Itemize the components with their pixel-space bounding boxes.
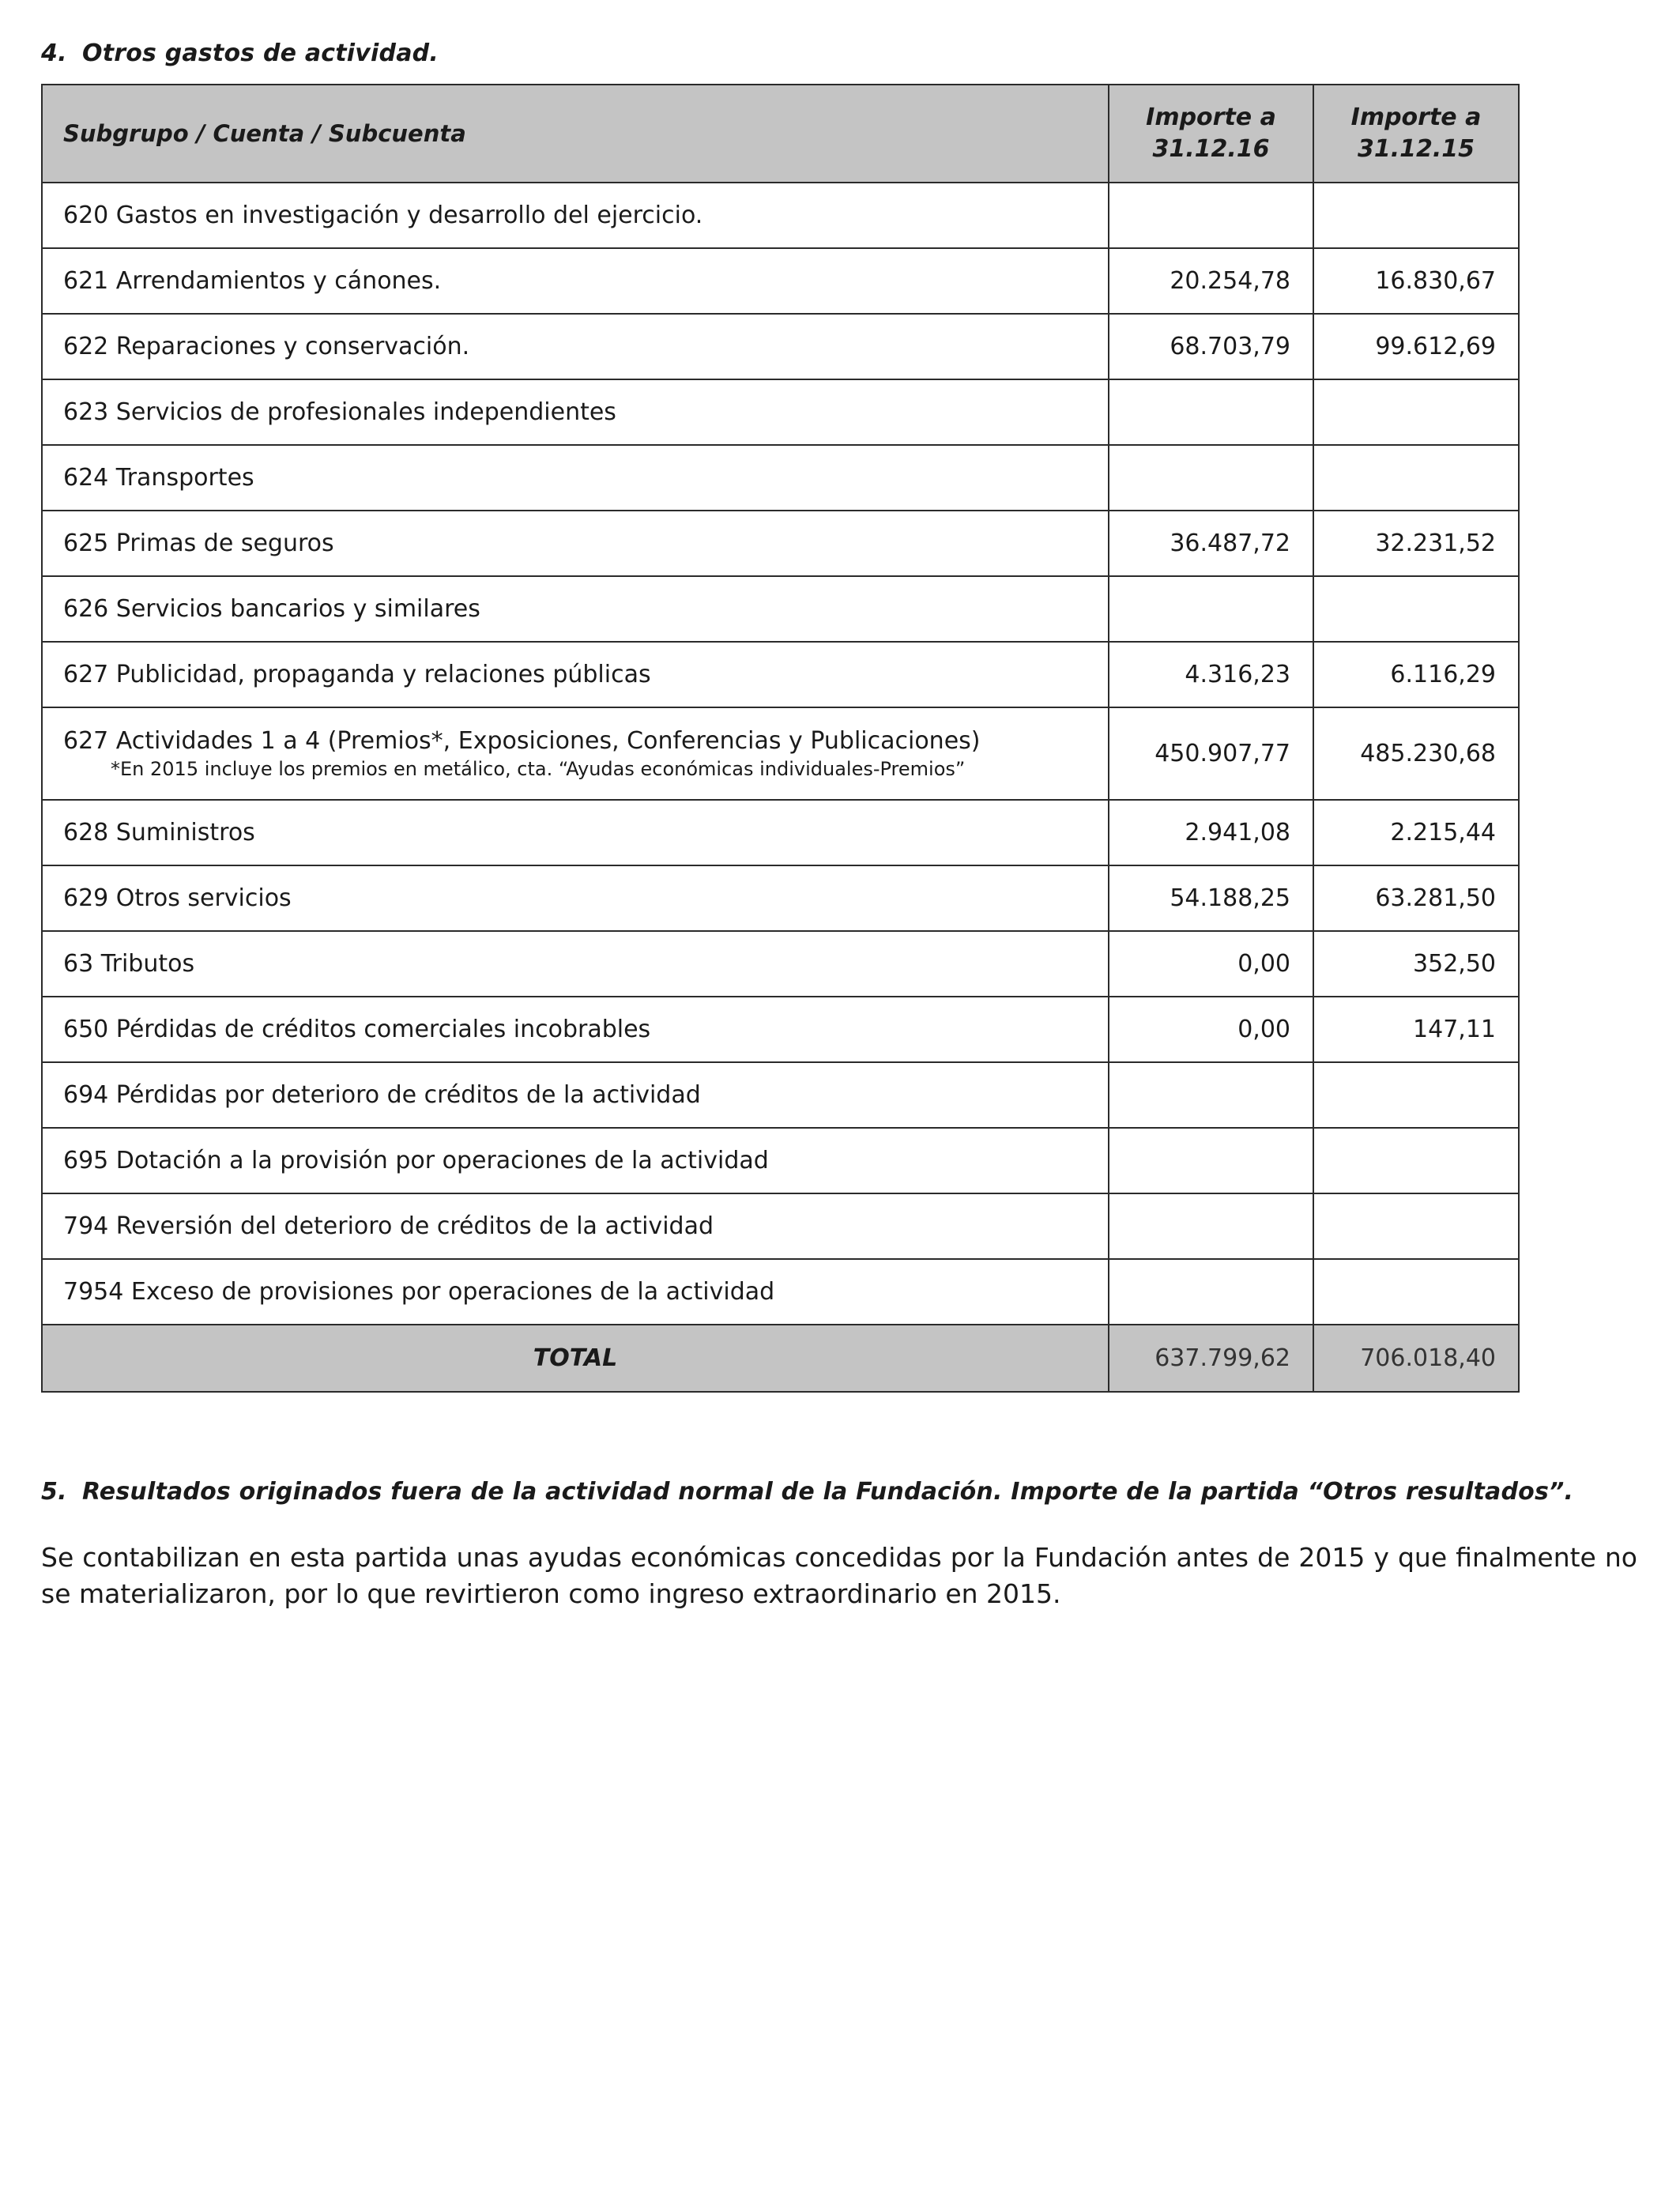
header-account: Subgrupo / Cuenta / Subcuenta	[42, 85, 1109, 183]
row-amount-2015: 6.116,29	[1313, 642, 1519, 707]
section-5-paragraph: Se contabilizan en esta partida unas ayudas económicas concedidas por la Fundación antes de 2015 y que finalmente no se materializaron, por lo que revirtieron como ingreso extraordinario en 2015.	[41, 1542, 1637, 1609]
table-row	[42, 576, 1519, 642]
total-amount-2015: 706.018,40	[1313, 1325, 1519, 1392]
row-account-label	[42, 379, 1109, 445]
table-row	[42, 445, 1519, 511]
table-row	[42, 997, 1519, 1062]
row-amount-2016	[1109, 445, 1313, 511]
row-amount-2015	[1313, 1062, 1519, 1128]
row-account-label	[42, 511, 1109, 576]
row-account-text: 629 Otros servicios	[63, 884, 292, 912]
row-account-label	[42, 183, 1109, 248]
row-amount-2015	[1313, 379, 1519, 445]
row-account-label	[42, 865, 1109, 931]
row-account-label	[42, 997, 1109, 1062]
row-account-text: 650 Pérdidas de créditos comerciales incobrables	[63, 1016, 651, 1043]
table-row	[42, 379, 1519, 445]
row-account-text: 7954 Exceso de provisiones por operaciones de la actividad	[63, 1278, 775, 1306]
table-row	[42, 183, 1519, 248]
row-account-text: 627 Publicidad, propaganda y relaciones públicas	[63, 661, 651, 688]
row-amount-2016: 2.941,08	[1109, 800, 1313, 865]
row-amount-2015	[1313, 576, 1519, 642]
row-account-text: 623 Servicios de profesionales independientes	[63, 398, 616, 426]
total-amount-2016: 637.799,62	[1109, 1325, 1313, 1392]
row-account-text: 794 Reversión del deterioro de créditos de la actividad	[63, 1212, 714, 1240]
row-amount-2016	[1109, 576, 1313, 642]
row-account-label	[42, 445, 1109, 511]
row-account-label	[42, 1128, 1109, 1193]
table-body	[42, 183, 1519, 1325]
table-row	[42, 642, 1519, 707]
row-amount-2015	[1313, 183, 1519, 248]
row-account-label	[42, 1259, 1109, 1325]
row-account-label	[42, 314, 1109, 379]
row-account-label	[42, 642, 1109, 707]
expenses-table	[41, 84, 1520, 1393]
row-amount-2015	[1313, 1128, 1519, 1193]
table-row	[42, 511, 1519, 576]
header-amount-2015	[1313, 85, 1519, 183]
row-account-text: 628 Suministros	[63, 819, 255, 846]
row-account-label	[42, 1062, 1109, 1128]
row-amount-2016: 450.907,77	[1109, 707, 1313, 800]
row-amount-2015	[1313, 445, 1519, 511]
row-account-text: 695 Dotación a la provisión por operaciones de la actividad	[63, 1147, 769, 1174]
header-amount-2016-line2: 31.12.16	[1152, 135, 1270, 163]
row-account-label	[42, 707, 1109, 800]
table-row	[42, 1193, 1519, 1259]
row-account-text: 622 Reparaciones y conservación.	[63, 333, 470, 360]
table-row	[42, 1259, 1519, 1325]
row-amount-2016	[1109, 183, 1313, 248]
row-amount-2015: 352,50	[1313, 931, 1519, 997]
section-4-number: 4.	[41, 40, 67, 67]
header-amount-2016-line1: Importe a	[1146, 104, 1276, 131]
table-row	[42, 800, 1519, 865]
row-account-label	[42, 1193, 1109, 1259]
row-amount-2016	[1109, 1193, 1313, 1259]
section-5-title: Resultados originados fuera de la actividad normal de la Fundación. Importe de la partida “Otros resultados”.	[82, 1478, 1574, 1506]
row-account-text: 620 Gastos en investigación y desarrollo del ejercicio.	[63, 202, 703, 229]
row-amount-2015: 485.230,68	[1313, 707, 1519, 800]
section-4-heading	[41, 40, 439, 67]
row-amount-2015: 63.281,50	[1313, 865, 1519, 931]
row-amount-2016: 0,00	[1109, 997, 1313, 1062]
row-amount-2015: 99.612,69	[1313, 314, 1519, 379]
table-header-row	[42, 85, 1519, 183]
table-row	[42, 931, 1519, 997]
row-account-label	[42, 576, 1109, 642]
header-amount-2016	[1109, 85, 1313, 183]
row-amount-2015: 2.215,44	[1313, 800, 1519, 865]
row-amount-2016: 20.254,78	[1109, 248, 1313, 314]
row-amount-2016: 36.487,72	[1109, 511, 1313, 576]
total-row	[42, 1325, 1519, 1392]
table-row	[42, 248, 1519, 314]
table-row	[42, 865, 1519, 931]
row-amount-2015: 32.231,52	[1313, 511, 1519, 576]
row-amount-2016: 4.316,23	[1109, 642, 1313, 707]
row-amount-2016: 54.188,25	[1109, 865, 1313, 931]
table-row	[42, 1128, 1519, 1193]
row-account-text: 694 Pérdidas por deterioro de créditos de la actividad	[63, 1081, 701, 1109]
table-row	[42, 314, 1519, 379]
row-account-label	[42, 248, 1109, 314]
row-amount-2016: 0,00	[1109, 931, 1313, 997]
header-amount-2015-line1: Importe a	[1350, 104, 1482, 131]
table-row	[42, 707, 1519, 800]
row-account-text: 627 Actividades 1 a 4 (Premios*, Exposiciones, Conferencias y Publicaciones)	[63, 727, 981, 755]
row-account-text: 626 Servicios bancarios y similares	[63, 595, 480, 623]
row-account-text: 621 Arrendamientos y cánones.	[63, 267, 442, 295]
row-account-text: 624 Transportes	[63, 464, 254, 492]
row-footnote: *En 2015 incluye los premios en metálico, cta. “Ayudas económicas individuales-Premios”	[111, 758, 966, 780]
row-account-text: 625 Primas de seguros	[63, 530, 334, 557]
table-row	[42, 1062, 1519, 1128]
total-label: TOTAL	[42, 1325, 1109, 1392]
row-account-label	[42, 931, 1109, 997]
row-amount-2016	[1109, 379, 1313, 445]
row-amount-2015: 16.830,67	[1313, 248, 1519, 314]
row-account-text: 63 Tributos	[63, 950, 195, 978]
section-4-title: Otros gastos de actividad.	[82, 40, 439, 67]
row-account-label	[42, 800, 1109, 865]
header-amount-2015-line2: 31.12.15	[1357, 135, 1475, 163]
row-amount-2016: 68.703,79	[1109, 314, 1313, 379]
row-amount-2016	[1109, 1259, 1313, 1325]
row-amount-2016	[1109, 1128, 1313, 1193]
section-5-heading	[41, 1478, 1573, 1506]
row-amount-2015: 147,11	[1313, 997, 1519, 1062]
row-amount-2015	[1313, 1193, 1519, 1259]
row-amount-2015	[1313, 1259, 1519, 1325]
section-5-number: 5.	[41, 1478, 67, 1506]
row-amount-2016	[1109, 1062, 1313, 1128]
